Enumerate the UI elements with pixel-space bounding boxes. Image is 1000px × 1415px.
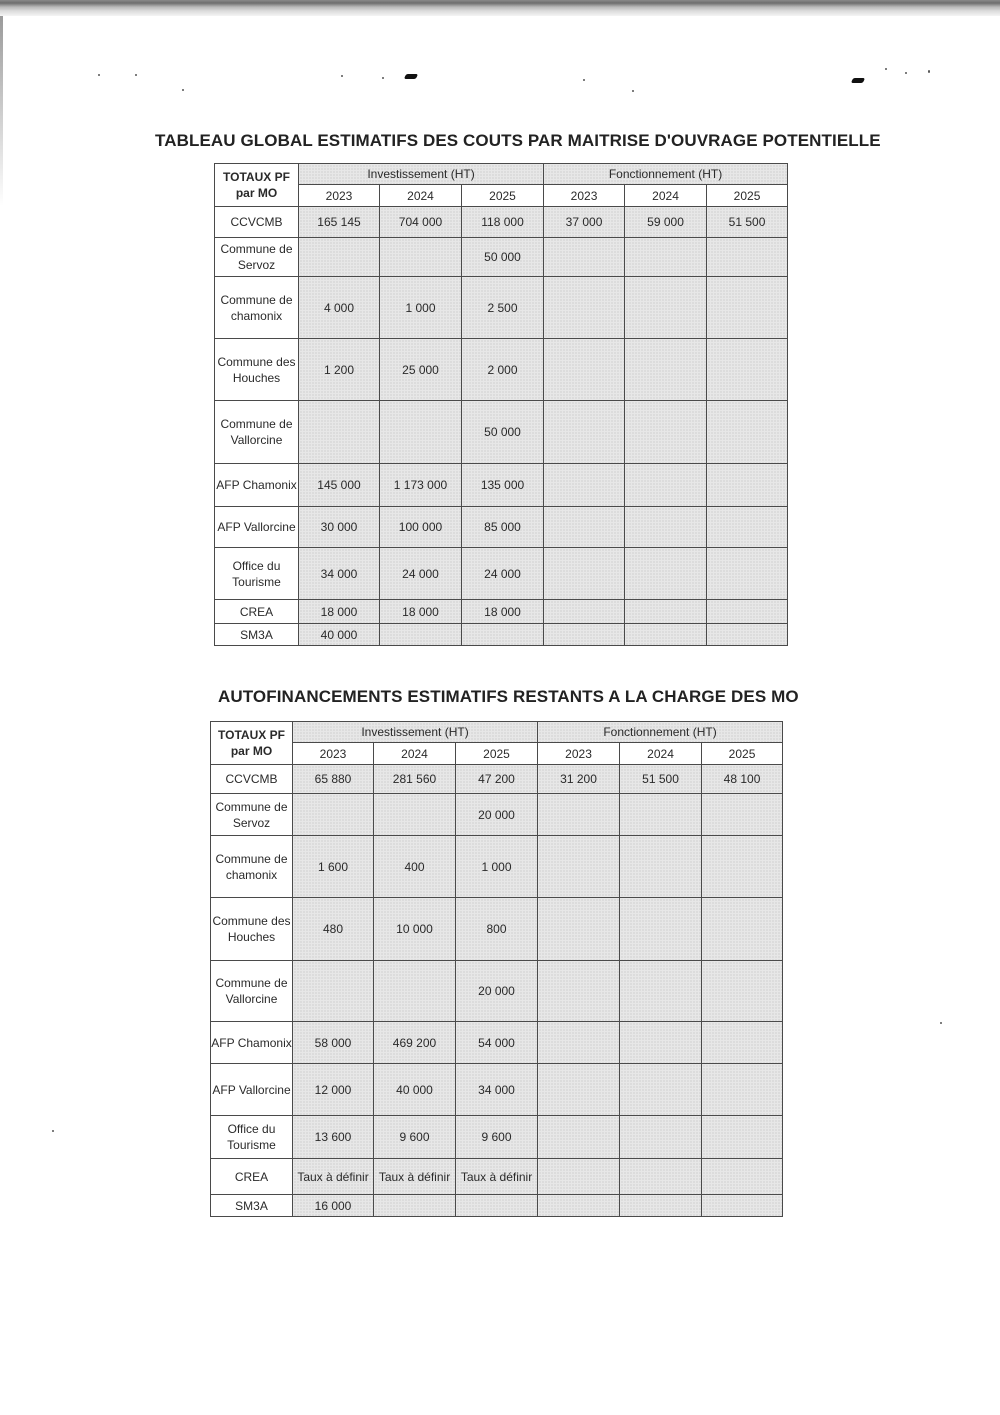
value-cell bbox=[299, 401, 380, 464]
value-cell: 1 600 bbox=[293, 836, 374, 898]
value-cell: 704 000 bbox=[380, 207, 462, 238]
scan-speck bbox=[341, 75, 343, 77]
value-cell bbox=[544, 464, 625, 507]
table1-title: TABLEAU GLOBAL ESTIMATIFS DES COUTS PAR MAITRISE D'OUVRAGE POTENTIELLE bbox=[155, 131, 881, 150]
value-cell bbox=[544, 401, 625, 464]
corner-header: TOTAUX PF par MO bbox=[215, 164, 299, 207]
value-cell: 31 200 bbox=[538, 765, 620, 794]
investment-group-header: Investissement (HT) bbox=[299, 164, 544, 185]
value-cell bbox=[620, 898, 702, 961]
value-cell bbox=[702, 1195, 783, 1217]
scan-speck bbox=[583, 79, 585, 81]
value-cell: 54 000 bbox=[456, 1022, 538, 1064]
value-cell bbox=[538, 1159, 620, 1195]
row-label: CCVCMB bbox=[215, 207, 299, 238]
corner-header: TOTAUX PF par MO bbox=[211, 722, 293, 765]
value-cell: 100 000 bbox=[380, 507, 462, 548]
value-cell bbox=[374, 794, 456, 836]
value-cell bbox=[620, 1159, 702, 1195]
value-cell bbox=[374, 1195, 456, 1217]
value-cell: Taux à définir bbox=[293, 1159, 374, 1195]
value-cell: Taux à définir bbox=[456, 1159, 538, 1195]
row-label: AFP Vallorcine bbox=[215, 507, 299, 548]
value-cell bbox=[707, 277, 788, 339]
value-cell: 2 000 bbox=[462, 339, 544, 401]
value-cell bbox=[620, 1022, 702, 1064]
value-cell bbox=[544, 238, 625, 277]
value-cell: 25 000 bbox=[380, 339, 462, 401]
value-cell: 24 000 bbox=[380, 548, 462, 600]
year-header: 2025 bbox=[702, 743, 783, 765]
value-cell: 118 000 bbox=[462, 207, 544, 238]
scan-speck bbox=[885, 68, 887, 70]
row-label: Commune de Vallorcine bbox=[211, 961, 293, 1022]
row-label: Commune de Servoz bbox=[211, 794, 293, 836]
value-cell bbox=[538, 961, 620, 1022]
row-label: Commune de chamonix bbox=[211, 836, 293, 898]
value-cell: 18 000 bbox=[380, 600, 462, 624]
scan-speck bbox=[928, 70, 930, 73]
value-cell bbox=[707, 600, 788, 624]
value-cell bbox=[538, 794, 620, 836]
value-cell bbox=[625, 339, 707, 401]
table-row bbox=[215, 624, 788, 646]
table-row bbox=[211, 1159, 783, 1195]
value-cell bbox=[538, 1022, 620, 1064]
scan-speck bbox=[52, 1130, 54, 1132]
value-cell bbox=[380, 238, 462, 277]
value-cell bbox=[707, 238, 788, 277]
value-cell: 50 000 bbox=[462, 238, 544, 277]
row-label: Commune de Vallorcine bbox=[215, 401, 299, 464]
table-row bbox=[211, 1195, 783, 1217]
row-label: Commune de Servoz bbox=[215, 238, 299, 277]
value-cell bbox=[707, 548, 788, 600]
value-cell: 34 000 bbox=[456, 1064, 538, 1116]
value-cell bbox=[544, 339, 625, 401]
value-cell bbox=[702, 1116, 783, 1159]
value-cell: 50 000 bbox=[462, 401, 544, 464]
value-cell bbox=[707, 339, 788, 401]
value-cell: 10 000 bbox=[374, 898, 456, 961]
value-cell bbox=[702, 1064, 783, 1116]
value-cell bbox=[625, 507, 707, 548]
table-row bbox=[215, 339, 788, 401]
value-cell bbox=[702, 1159, 783, 1195]
table-row bbox=[211, 1022, 783, 1064]
value-cell: 400 bbox=[374, 836, 456, 898]
value-cell bbox=[544, 548, 625, 600]
value-cell: 800 bbox=[456, 898, 538, 961]
value-cell bbox=[702, 898, 783, 961]
value-cell: 9 600 bbox=[456, 1116, 538, 1159]
value-cell: Taux à définir bbox=[374, 1159, 456, 1195]
value-cell bbox=[293, 961, 374, 1022]
value-cell bbox=[544, 507, 625, 548]
value-cell bbox=[625, 401, 707, 464]
value-cell bbox=[625, 238, 707, 277]
value-cell: 1 173 000 bbox=[380, 464, 462, 507]
value-cell: 12 000 bbox=[293, 1064, 374, 1116]
value-cell bbox=[707, 401, 788, 464]
table-row bbox=[215, 548, 788, 600]
value-cell: 1 200 bbox=[299, 339, 380, 401]
value-cell bbox=[707, 624, 788, 646]
value-cell: 85 000 bbox=[462, 507, 544, 548]
scan-speck bbox=[135, 74, 137, 76]
value-cell: 2 500 bbox=[462, 277, 544, 339]
value-cell bbox=[620, 836, 702, 898]
value-cell bbox=[702, 1022, 783, 1064]
value-cell bbox=[625, 624, 707, 646]
value-cell: 58 000 bbox=[293, 1022, 374, 1064]
scan-edge-left bbox=[0, 16, 3, 206]
table-row bbox=[215, 207, 788, 238]
scan-edge-top bbox=[0, 0, 1000, 16]
value-cell bbox=[625, 548, 707, 600]
value-cell: 20 000 bbox=[456, 961, 538, 1022]
value-cell bbox=[380, 401, 462, 464]
row-label: AFP Vallorcine bbox=[211, 1064, 293, 1116]
value-cell bbox=[707, 507, 788, 548]
value-cell: 48 100 bbox=[702, 765, 783, 794]
value-cell: 30 000 bbox=[299, 507, 380, 548]
value-cell bbox=[620, 794, 702, 836]
row-label: SM3A bbox=[215, 624, 299, 646]
value-cell: 18 000 bbox=[299, 600, 380, 624]
value-cell bbox=[293, 794, 374, 836]
row-label: AFP Chamonix bbox=[215, 464, 299, 507]
value-cell bbox=[625, 464, 707, 507]
value-cell bbox=[625, 600, 707, 624]
value-cell: 37 000 bbox=[544, 207, 625, 238]
scan-speck bbox=[98, 74, 100, 76]
value-cell bbox=[462, 624, 544, 646]
year-header: 2025 bbox=[462, 185, 544, 207]
value-cell bbox=[707, 464, 788, 507]
year-header: 2025 bbox=[707, 185, 788, 207]
table-row bbox=[211, 765, 783, 794]
value-cell bbox=[374, 961, 456, 1022]
scan-speck bbox=[404, 74, 418, 79]
table-row bbox=[211, 1116, 783, 1159]
value-cell bbox=[702, 836, 783, 898]
cost-estimate-table bbox=[214, 163, 788, 646]
value-cell bbox=[544, 600, 625, 624]
scan-speck bbox=[632, 90, 634, 92]
value-cell: 20 000 bbox=[456, 794, 538, 836]
value-cell: 9 600 bbox=[374, 1116, 456, 1159]
value-cell bbox=[456, 1195, 538, 1217]
year-header: 2025 bbox=[456, 743, 538, 765]
value-cell bbox=[538, 1195, 620, 1217]
value-cell bbox=[299, 238, 380, 277]
table-row bbox=[215, 401, 788, 464]
value-cell bbox=[538, 1064, 620, 1116]
year-header: 2024 bbox=[374, 743, 456, 765]
operation-group-header: Fonctionnement (HT) bbox=[544, 164, 788, 185]
year-header: 2024 bbox=[625, 185, 707, 207]
value-cell: 1 000 bbox=[380, 277, 462, 339]
table-row bbox=[211, 898, 783, 961]
table-row bbox=[211, 836, 783, 898]
row-label: Office du Tourisme bbox=[215, 548, 299, 600]
table-row bbox=[211, 794, 783, 836]
row-label: Commune des Houches bbox=[215, 339, 299, 401]
scan-speck bbox=[382, 77, 384, 79]
table-row bbox=[215, 238, 788, 277]
value-cell: 65 880 bbox=[293, 765, 374, 794]
value-cell: 281 560 bbox=[374, 765, 456, 794]
value-cell: 59 000 bbox=[625, 207, 707, 238]
scan-speck bbox=[851, 78, 865, 83]
row-label: Commune des Houches bbox=[211, 898, 293, 961]
value-cell: 13 600 bbox=[293, 1116, 374, 1159]
value-cell: 51 500 bbox=[707, 207, 788, 238]
value-cell bbox=[625, 277, 707, 339]
value-cell: 34 000 bbox=[299, 548, 380, 600]
value-cell: 16 000 bbox=[293, 1195, 374, 1217]
year-header: 2023 bbox=[299, 185, 380, 207]
value-cell bbox=[620, 1064, 702, 1116]
value-cell bbox=[544, 277, 625, 339]
value-cell: 469 200 bbox=[374, 1022, 456, 1064]
value-cell: 47 200 bbox=[456, 765, 538, 794]
row-label: CREA bbox=[211, 1159, 293, 1195]
value-cell: 135 000 bbox=[462, 464, 544, 507]
table-row bbox=[215, 600, 788, 624]
value-cell: 40 000 bbox=[374, 1064, 456, 1116]
self-financing-table bbox=[210, 721, 783, 1217]
table-row bbox=[211, 961, 783, 1022]
value-cell bbox=[702, 794, 783, 836]
investment-group-header: Investissement (HT) bbox=[293, 722, 538, 743]
year-header: 2023 bbox=[538, 743, 620, 765]
table-row bbox=[215, 277, 788, 339]
value-cell bbox=[380, 624, 462, 646]
value-cell bbox=[538, 836, 620, 898]
table2-title: AUTOFINANCEMENTS ESTIMATIFS RESTANTS A LA CHARGE DES MO bbox=[218, 687, 799, 706]
year-header: 2023 bbox=[293, 743, 374, 765]
value-cell bbox=[538, 1116, 620, 1159]
operation-group-header: Fonctionnement (HT) bbox=[538, 722, 783, 743]
value-cell: 480 bbox=[293, 898, 374, 961]
row-label: AFP Chamonix bbox=[211, 1022, 293, 1064]
year-header: 2024 bbox=[380, 185, 462, 207]
value-cell: 40 000 bbox=[299, 624, 380, 646]
value-cell: 4 000 bbox=[299, 277, 380, 339]
value-cell: 24 000 bbox=[462, 548, 544, 600]
row-label: SM3A bbox=[211, 1195, 293, 1217]
table-row bbox=[211, 1064, 783, 1116]
value-cell: 1 000 bbox=[456, 836, 538, 898]
year-header: 2023 bbox=[544, 185, 625, 207]
value-cell: 165 145 bbox=[299, 207, 380, 238]
value-cell bbox=[620, 961, 702, 1022]
row-label: Office du Tourisme bbox=[211, 1116, 293, 1159]
value-cell: 18 000 bbox=[462, 600, 544, 624]
table-row bbox=[215, 464, 788, 507]
row-label: Commune de chamonix bbox=[215, 277, 299, 339]
year-header: 2024 bbox=[620, 743, 702, 765]
scan-speck bbox=[905, 72, 907, 74]
value-cell bbox=[620, 1116, 702, 1159]
value-cell bbox=[544, 624, 625, 646]
value-cell bbox=[702, 961, 783, 1022]
value-cell: 51 500 bbox=[620, 765, 702, 794]
scan-speck bbox=[182, 89, 184, 91]
table-row bbox=[215, 507, 788, 548]
value-cell bbox=[620, 1195, 702, 1217]
row-label: CREA bbox=[215, 600, 299, 624]
value-cell: 145 000 bbox=[299, 464, 380, 507]
row-label: CCVCMB bbox=[211, 765, 293, 794]
value-cell bbox=[538, 898, 620, 961]
scan-speck bbox=[940, 1022, 942, 1024]
